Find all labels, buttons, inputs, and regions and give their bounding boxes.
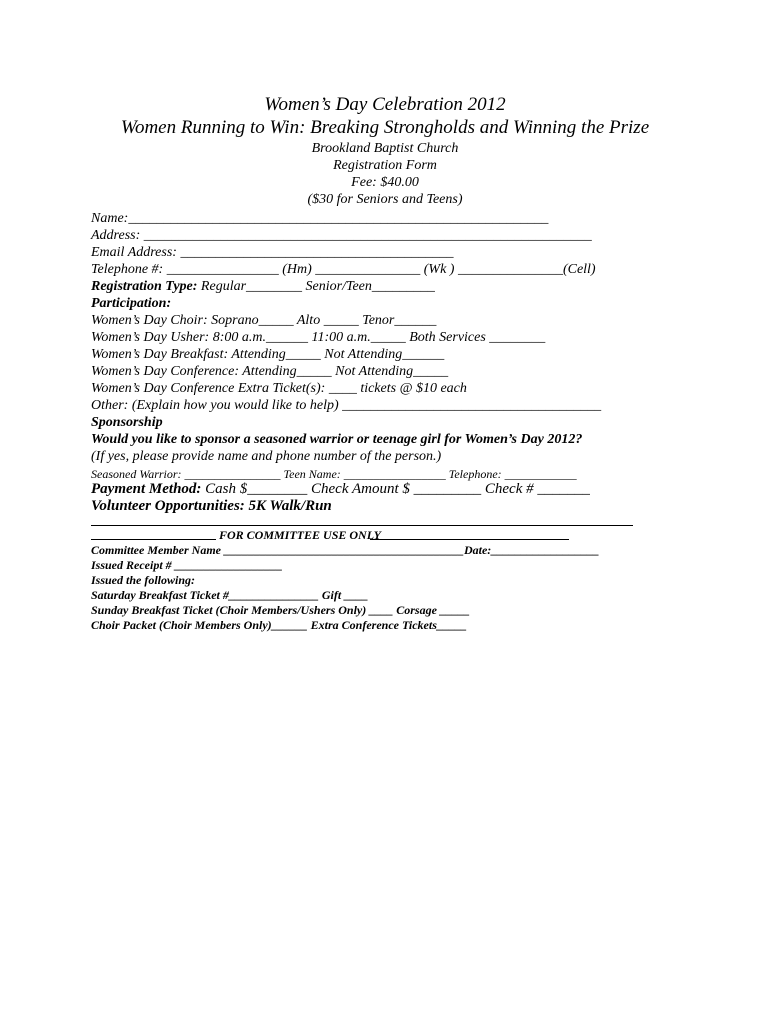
- name-field: Name:____________________________________________________________: [91, 211, 549, 226]
- address-field: Address: ________________________________________________________________: [91, 228, 592, 243]
- form-title: Women’s Day Celebration 2012: [264, 94, 506, 115]
- email-field: Email Address: _______________________________________: [91, 245, 454, 260]
- registration-type-row: [91, 278, 435, 295]
- sponsorship-question: Would you like to sponsor a seasoned warrior or teenage girl for Women’s Day 2012?: [91, 432, 583, 447]
- participation-heading: Participation:: [91, 296, 172, 311]
- issued-following-label: Issued the following:: [91, 573, 196, 587]
- extra-tickets-field: Women’s Day Conference Extra Ticket(s): ____ tickets @ $10 each: [91, 381, 467, 396]
- conference-field: Women’s Day Conference: Attending_____ Not Attending_____: [91, 364, 449, 379]
- saturday-breakfast-field: Saturday Breakfast Ticket #_______________ Gift ____: [91, 588, 369, 602]
- usher-field: Women’s Day Usher: 8:00 a.m.______ 11:00 a.m._____ Both Services ________: [91, 330, 546, 345]
- registration-type-options: Regular________ Senior/Teen_________: [200, 279, 435, 294]
- sponsorship-fields: Seasoned Warrior: ________________ Teen Name: _________________ Telephone: ____________: [91, 467, 577, 481]
- volunteer-opportunities: Volunteer Opportunities: 5K Walk/Run: [91, 498, 332, 514]
- form-name: Registration Form: [333, 158, 437, 173]
- registration-type-label: Registration Type:: [91, 279, 198, 294]
- payment-method-label: Payment Method:: [91, 481, 202, 497]
- section-divider: [91, 525, 633, 526]
- choir-field: Women’s Day Choir: Soprano_____ Alto _____ Tenor______: [91, 313, 437, 328]
- discount-text: ($30 for Seniors and Teens): [307, 192, 463, 207]
- committee-rule-left: [91, 539, 216, 540]
- sunday-breakfast-field: Sunday Breakfast Ticket (Choir Members/Ushers Only) ____ Corsage _____: [91, 603, 470, 617]
- payment-method-options: Cash $________ Check Amount $ _________ Check # _______: [205, 481, 590, 497]
- sponsorship-instruction: (If yes, please provide name and phone number of the person.): [91, 449, 442, 464]
- issued-receipt-field: Issued Receipt # __________________: [91, 558, 283, 572]
- sponsorship-heading: Sponsorship: [91, 415, 163, 430]
- payment-row: [91, 481, 590, 498]
- form-theme: Women Running to Win: Breaking Strongholds and Winning the Prize: [120, 117, 650, 138]
- committee-rule-right: [370, 539, 569, 540]
- other-field: Other: (Explain how you would like to help) _____________________________________: [91, 398, 602, 413]
- telephone-field: Telephone #: ________________ (Hm) _______________ (Wk ) _______________(Cell): [91, 262, 596, 277]
- breakfast-field: Women’s Day Breakfast: Attending_____ Not Attending______: [91, 347, 445, 362]
- committee-heading: FOR COMMITTEE USE ONLY: [219, 528, 381, 542]
- choir-packet-field: Choir Packet (Choir Members Only)______ Extra Conference Tickets_____: [91, 618, 467, 632]
- church-name: Brookland Baptist Church: [311, 141, 459, 156]
- fee-text: Fee: $40.00: [351, 175, 419, 190]
- committee-member-field: Committee Member Name ________________________________________Date:__________________: [91, 543, 600, 557]
